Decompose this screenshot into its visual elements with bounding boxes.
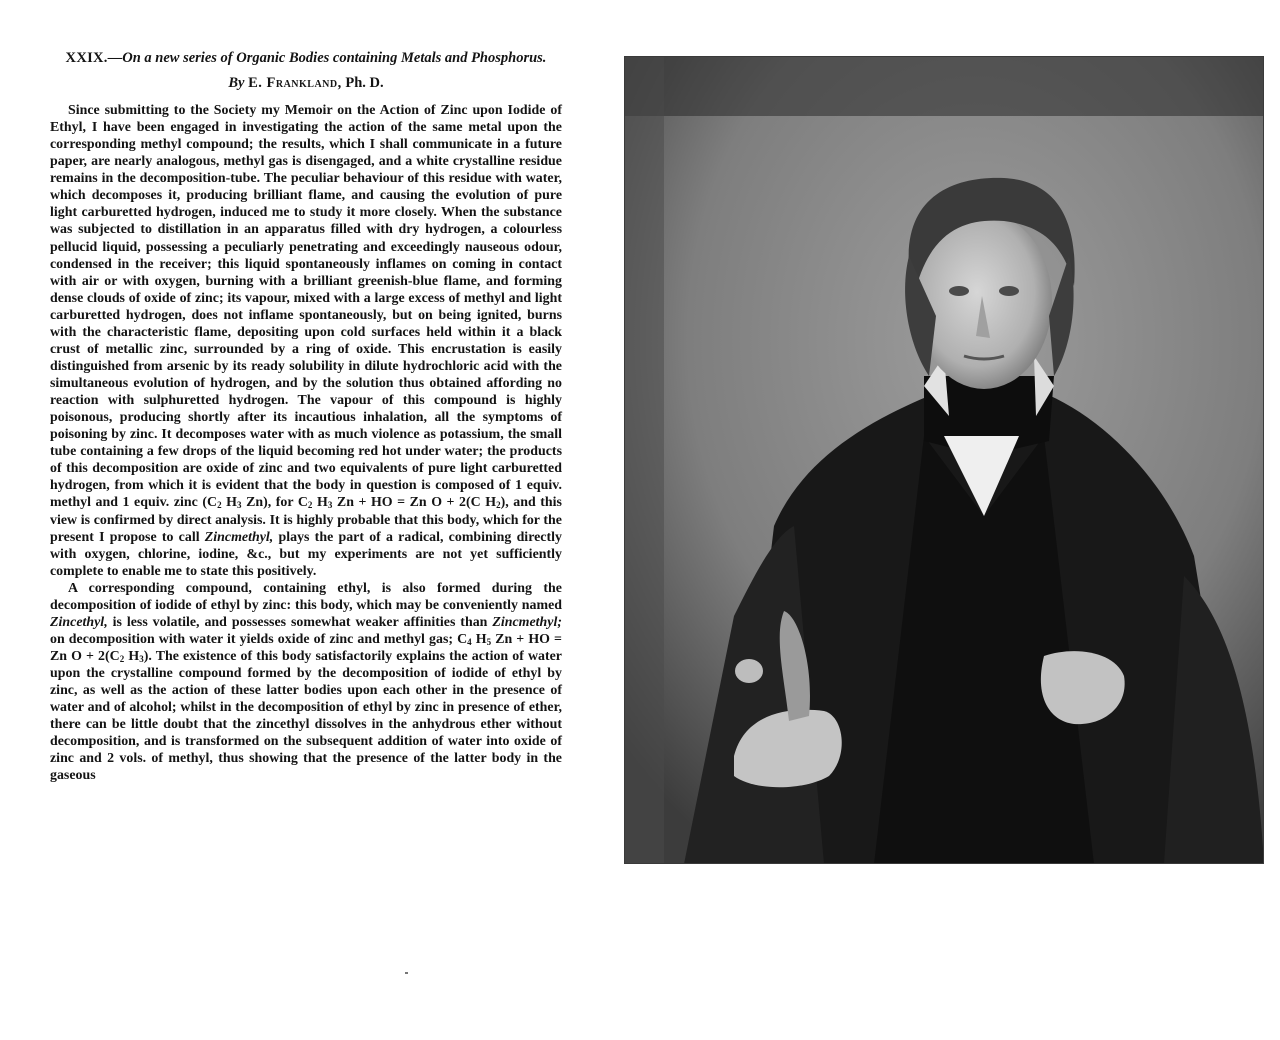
author-name: E. Frankland,	[248, 75, 342, 91]
print-speck	[405, 972, 408, 974]
article-heading	[50, 50, 562, 66]
article-number: XXIX.	[65, 50, 108, 66]
paragraph-1: Since submitting to the Society my Memoir on the Action of Zinc upon Iodide of Ethyl, I have been engaged in investigating the action of the same metal upon the corresponding methyl compound; the results, which I shall communicate in a future paper, are nearly analogous, methyl gas is disengaged, and a white crystalline residue remains in the decomposition-tube. The peculiar behaviour of this residue with water, which decomposes it, producing brilliant flame, and causing the evolution of pure light carburetted hydrogen, induced me to study it more closely. When the substance was subjected to distillation in an apparatus filled with dry hydrogen, a colourless pellucid liquid, possessing a peculiarly penetrating and exceedingly nauseous odour, condensed in the receiver; this liquid spontaneously inflames on coming in contact with air or with oxygen, burning with a brilliant greenish-blue flame, and forming dense clouds of oxide of zinc; its vapour, mixed with a large excess of methyl and light carburetted hydrogen, does not inflame spontaneously, but on being ignited, burns with the characteristic flame, depositing upon cold surfaces held within it a black crust of metallic zinc, surrounded by a ring of oxide. This encrustation is easily distinguished from arsenic by its ready solubility in dilute hydrochloric acid with the simultaneous evolution of hydrogen, and by the solution thus obtained affording no reaction with sulphuretted hydrogen. The vapour of this compound is highly poisonous, producing shortly after its incautious inhalation, all the symptoms of poisoning by zinc. It decomposes water with as much violence as potassium, the small tube containing a few drops of the liquid becoming red hot under water; the products of this decomposition are oxide of zinc and two equivalents of pure light carburetted hydrogen, from which it is evident that the body in question is composed of 1 equiv. methyl and 1 equiv. zinc ($C_2$ $H_3$ Zn), for $C_2$ $H_3$ Zn + HO = Zn O + 2(C $H_2$), and this view is confirmed by direct analysis. It is highly probable that this body, which for the present I propose to call Zincmethyl, plays the part of a radical, combining directly with oxygen, chlorine, iodine, &c., but my experiments are not yet sufficiently complete to enable me to state this positively.	[50, 103, 562, 579]
author-degree: Ph. D.	[345, 75, 384, 91]
author-portrait	[624, 56, 1264, 864]
article-body	[50, 102, 562, 785]
term-zincethyl: Zincethyl,	[50, 614, 108, 630]
term-zincmethyl: Zincmethyl,	[204, 529, 274, 545]
byline	[50, 75, 562, 92]
article	[50, 50, 562, 785]
article-title: —On a new series of Organic Bodies containing Metals and Phosphorus.	[107, 50, 547, 66]
term-zincmethyl: Zincmethyl;	[492, 614, 562, 630]
paragraph-2: A corresponding compound, containing ethyl, is also formed during the decomposition of iodide of ethyl by zinc: this body, which may be conveniently named Zincethyl, is less volatile, and possesses somewhat weaker affinities than Zincmethyl; on decomposition with water it yields oxide of zinc and methyl gas; $C_4$ $H_5$ Zn + HO = Zn $O + 2(C_2$ $H_3$). The existence of this body satisfactorily explains the action of water upon the crystalline compound formed by the decomposition of iodide of ethyl by zinc, as well as the action of these latter bodies upon each other in the presence of water and of alcohol; whilst in the decomposition of ethyl by zinc in presence of ether, there can be little doubt that the zincethyl dissolves in the anhydrous ether without decomposition, and is transformed on the subsequent addition of water into oxide of zinc and 2 vols. of methyl, thus showing that the presence of the latter body in the gaseous	[50, 580, 562, 784]
byline-prefix: By	[228, 75, 245, 91]
